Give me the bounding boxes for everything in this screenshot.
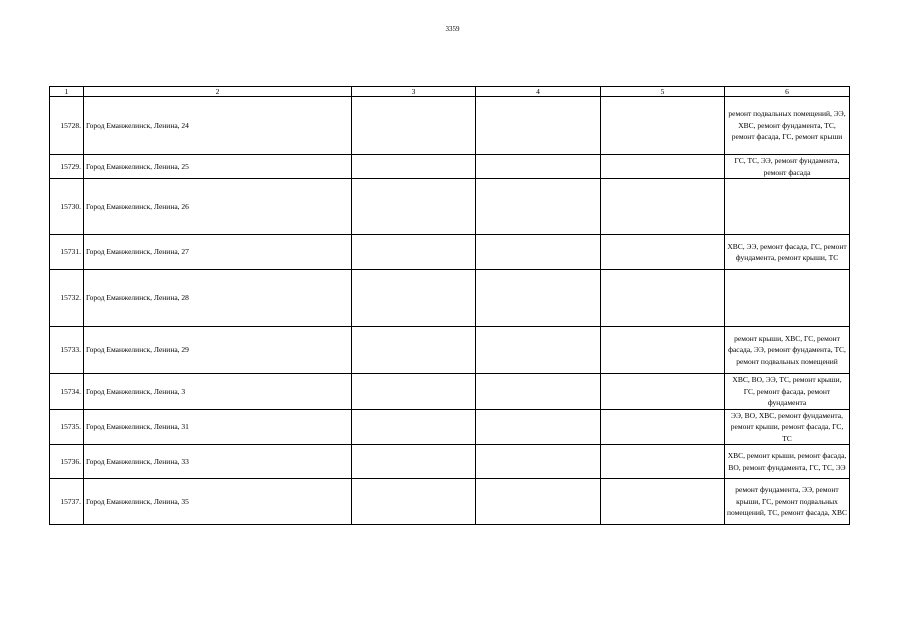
header-col-1: 1 xyxy=(50,87,84,97)
row-col-3 xyxy=(352,409,476,445)
row-col-4 xyxy=(476,235,601,270)
row-col-4 xyxy=(476,409,601,445)
row-col-3 xyxy=(352,479,476,525)
header-col-3: 3 xyxy=(352,87,476,97)
table-row xyxy=(50,270,850,327)
row-works: ЭЭ, ВО, ХВС, ремонт фундамента, ремонт крыши, ремонт фасада, ГС, ТС xyxy=(725,409,850,445)
row-col-5 xyxy=(601,235,725,270)
table-header xyxy=(50,87,850,97)
row-address: Город Еманжелинск, Ленина, 28 xyxy=(84,270,352,327)
row-address: Город Еманжелинск, Ленина, 35 xyxy=(84,479,352,525)
table-row xyxy=(50,374,850,410)
table-row xyxy=(50,97,850,155)
row-col-5 xyxy=(601,179,725,235)
row-col-5 xyxy=(601,97,725,155)
row-address: Город Еманжелинск, Ленина, 24 xyxy=(84,97,352,155)
row-col-4 xyxy=(476,155,601,179)
row-col-3 xyxy=(352,270,476,327)
row-address: Город Еманжелинск, Ленина, 25 xyxy=(84,155,352,179)
table-row xyxy=(50,409,850,445)
row-col-4 xyxy=(476,479,601,525)
row-col-3 xyxy=(352,155,476,179)
row-col-3 xyxy=(352,179,476,235)
row-address: Город Еманжелинск, Ленина, 3 xyxy=(84,374,352,410)
register-table xyxy=(49,86,850,525)
row-col-3 xyxy=(352,97,476,155)
table-row xyxy=(50,235,850,270)
row-col-4 xyxy=(476,97,601,155)
row-works: ремонт фундамента, ЭЭ, ремонт крыши, ГС, ремонт подвальных помещений, ТС, ремонт фасада, ХВС xyxy=(725,479,850,525)
row-col-4 xyxy=(476,270,601,327)
header-col-5: 5 xyxy=(601,87,725,97)
row-works: ГС, ТС, ЭЭ, ремонт фундамента, ремонт фасада xyxy=(725,155,850,179)
row-col-3 xyxy=(352,235,476,270)
row-number: 15729. xyxy=(50,155,84,179)
row-col-5 xyxy=(601,327,725,374)
row-number: 15737. xyxy=(50,479,84,525)
table-row xyxy=(50,479,850,525)
row-address: Город Еманжелинск, Ленина, 31 xyxy=(84,409,352,445)
row-number: 15732. xyxy=(50,270,84,327)
row-address: Город Еманжелинск, Ленина, 27 xyxy=(84,235,352,270)
header-col-4: 4 xyxy=(476,87,601,97)
row-number: 15735. xyxy=(50,409,84,445)
table-row xyxy=(50,445,850,479)
row-col-5 xyxy=(601,374,725,410)
header-row xyxy=(50,87,850,97)
row-col-5 xyxy=(601,409,725,445)
row-col-5 xyxy=(601,155,725,179)
row-works: ХВС, ремонт крыши, ремонт фасада, ВО, ремонт фундамента, ГС, ТС, ЭЭ xyxy=(725,445,850,479)
row-col-4 xyxy=(476,327,601,374)
row-number: 15730. xyxy=(50,179,84,235)
row-number: 15734. xyxy=(50,374,84,410)
row-col-4 xyxy=(476,445,601,479)
row-col-4 xyxy=(476,179,601,235)
row-col-3 xyxy=(352,445,476,479)
row-col-4 xyxy=(476,374,601,410)
row-works: ХВС, ЭЭ, ремонт фасада, ГС, ремонт фундамента, ремонт крыши, ТС xyxy=(725,235,850,270)
table-row xyxy=(50,155,850,179)
row-address: Город Еманжелинск, Ленина, 29 xyxy=(84,327,352,374)
row-address: Город Еманжелинск, Ленина, 26 xyxy=(84,179,352,235)
row-works xyxy=(725,179,850,235)
page-number: 3359 xyxy=(445,25,460,33)
table-row xyxy=(50,179,850,235)
row-works: ремонт подвальных помещений, ЭЭ, ХВС, ремонт фундамента, ТС, ремонт фасада, ГС, ремонт крыши xyxy=(725,97,850,155)
row-number: 15728. xyxy=(50,97,84,155)
row-col-5 xyxy=(601,479,725,525)
row-works xyxy=(725,270,850,327)
row-col-5 xyxy=(601,270,725,327)
row-col-3 xyxy=(352,374,476,410)
row-col-3 xyxy=(352,327,476,374)
table-row xyxy=(50,327,850,374)
row-address: Город Еманжелинск, Ленина, 33 xyxy=(84,445,352,479)
header-col-2: 2 xyxy=(84,87,352,97)
row-number: 15731. xyxy=(50,235,84,270)
row-number: 15736. xyxy=(50,445,84,479)
row-number: 15733. xyxy=(50,327,84,374)
table-body xyxy=(50,97,850,525)
row-works: ХВС, ВО, ЭЭ, ТС, ремонт крыши, ГС, ремонт фасада, ремонт фундамента xyxy=(725,374,850,410)
header-col-6: 6 xyxy=(725,87,850,97)
row-works: ремонт крыши, ХВС, ГС, ремонт фасада, ЭЭ, ремонт фундамента, ТС, ремонт подвальных помещений xyxy=(725,327,850,374)
row-col-5 xyxy=(601,445,725,479)
